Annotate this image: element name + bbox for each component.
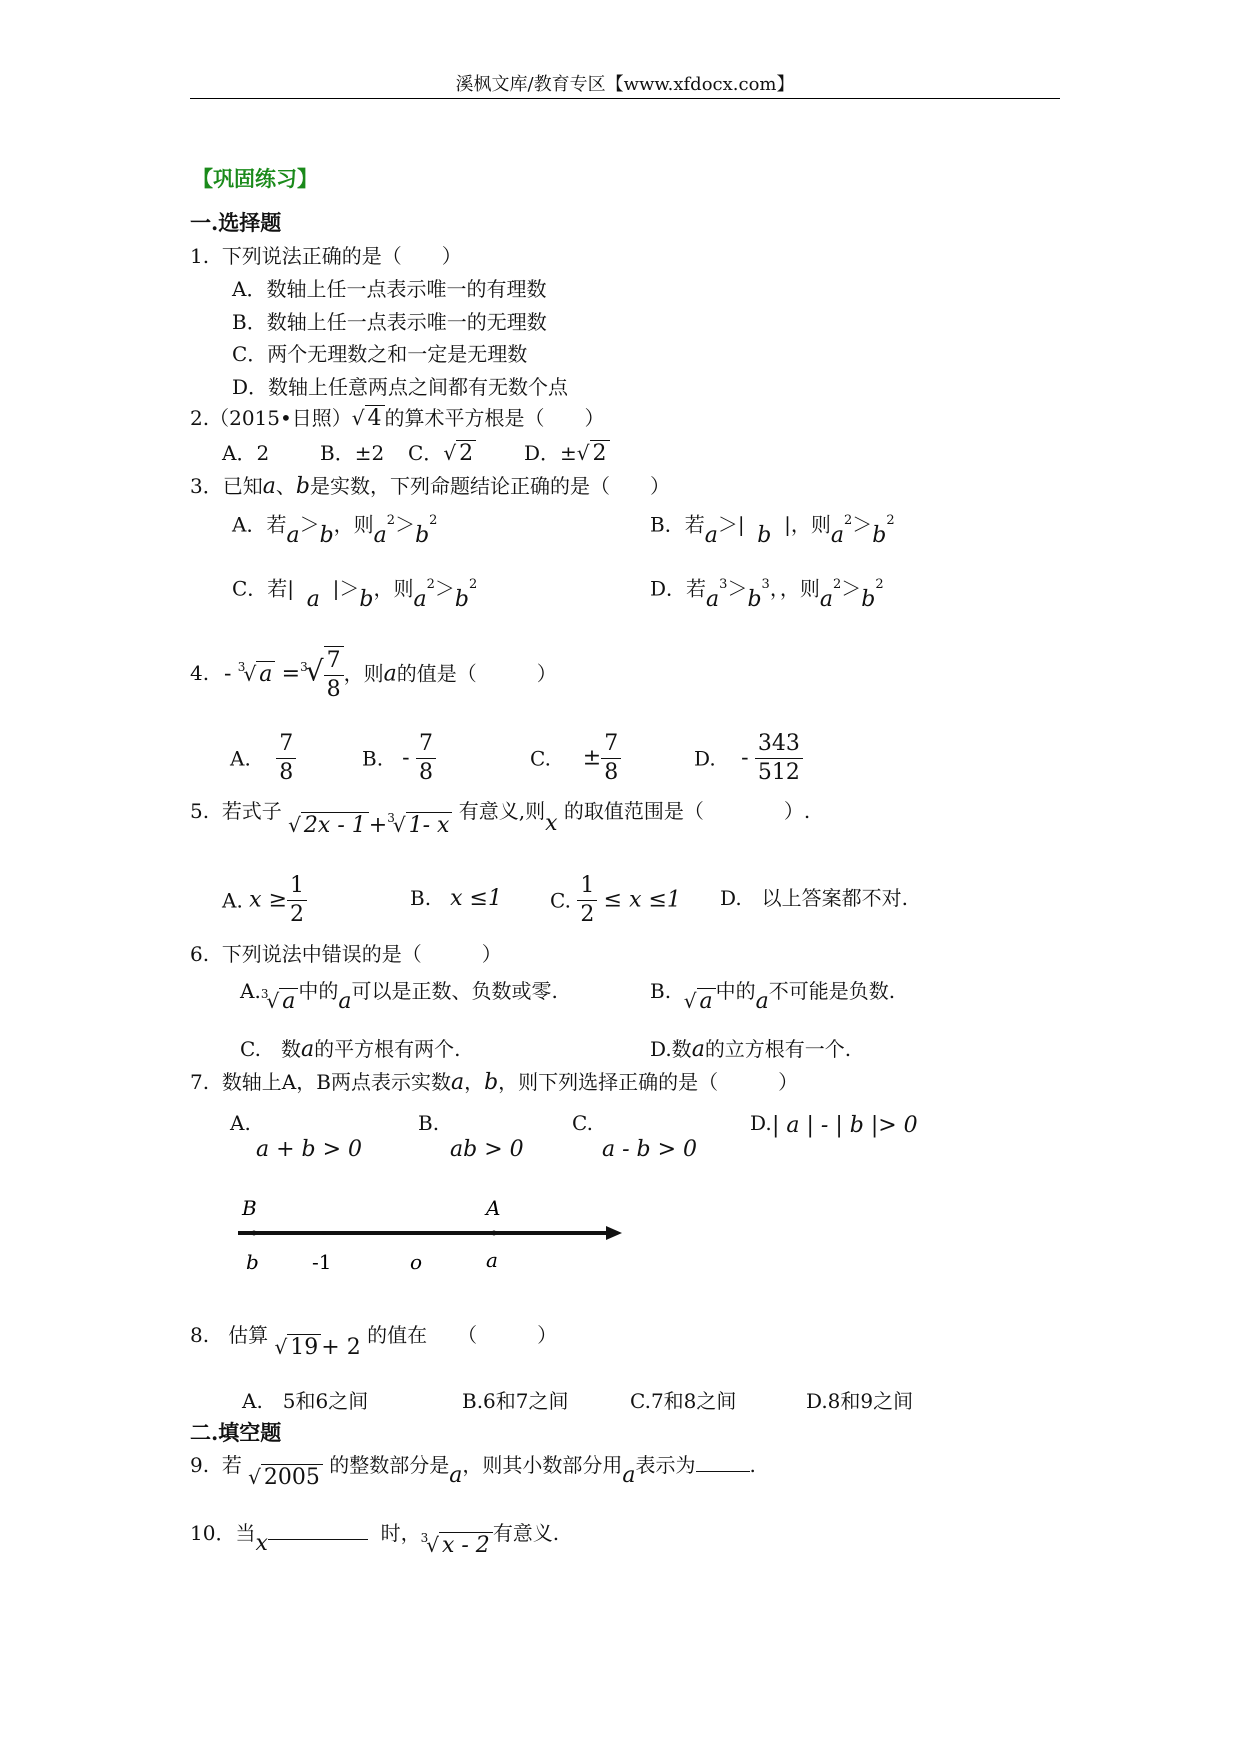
- number-line-arrow: [606, 1226, 622, 1240]
- q1-stem: 1. 下列说法正确的是（ ）: [190, 244, 462, 268]
- sqrt-4: √ 4: [352, 405, 385, 432]
- number-line-diagram: [228, 1185, 628, 1285]
- q8-stem: 8. 估算 √ 19 + 2 的值在 （ ）: [190, 1323, 558, 1360]
- q10-stem: 10．当x 时，$^3$√ x - 2 有意义.: [190, 1521, 560, 1558]
- q2-option-b: B．±2: [320, 441, 385, 465]
- q8-option-c: C.7和8之间: [630, 1389, 737, 1413]
- section-fill-title: 二.填空题: [190, 1420, 282, 1445]
- q7-option-d: D. | a | - | b |> 0: [750, 1111, 918, 1138]
- q6-stem: 6. 下列说法中错误的是（ ）: [190, 942, 502, 966]
- q3-option-b: B．若a＞| b |，则$a^2>b^2$: [650, 512, 895, 548]
- q9-stem: 9. 若 √ 2005 的整数部分是a，则其小数部分用a表示为 .: [190, 1453, 756, 1490]
- q5-option-b: B. x ≤1: [410, 886, 502, 911]
- q4-number: 4.: [190, 661, 210, 685]
- q6-option-a: A.$^3$√ a 中的a可以是正数、负数或零.: [240, 979, 558, 1014]
- q3-option-d: D．若$a^3>b^3$，，则$a^2>b^2$: [650, 576, 884, 612]
- q7-option-c: C. a - b > 0: [572, 1111, 698, 1162]
- q5-option-a: A. x ≥ $\frac{1}{2}$: [222, 872, 307, 929]
- q1-option-a: A．数轴上任一点表示唯一的有理数: [232, 277, 547, 301]
- q3-option-a: A．若a＞b，则$a^2>b^2$: [232, 512, 438, 548]
- q8-option-a: A. 5和6之间: [242, 1389, 369, 1413]
- tick-minus-one: [322, 1231, 326, 1235]
- q6-option-c: C. 数a的平方根有两个.: [240, 1037, 461, 1062]
- q2-option-d: D．±√ 2: [524, 440, 610, 467]
- q2-option-a: A．2: [222, 441, 270, 465]
- q4-option-b: B. - $\frac{7}{8}$: [362, 730, 436, 787]
- q2-option-c: C．√ 2: [408, 440, 476, 467]
- q7-stem: 7. 数轴上A，B两点表示实数a，b，则下列选择正确的是（ ）: [190, 1070, 799, 1095]
- header-title: 溪枫文库/教育专区【www.xfdocx.com】: [455, 74, 795, 95]
- q4-option-a: A. $\frac{7}{8}$: [230, 730, 296, 787]
- q5-option-d: D. 以上答案都不对.: [720, 886, 909, 910]
- q1-option-c: C．两个无理数之和一定是无理数: [232, 342, 528, 366]
- label-value-a: a: [486, 1248, 498, 1272]
- q5-stem: 5. 若式子 √ 2x - 1 +$^3$√ 1- x 有意义,则x 的取值范围是（ ）.: [190, 799, 811, 838]
- q8-option-d: D.8和9之间: [806, 1389, 914, 1413]
- section-practice-title: 【巩固练习】: [192, 166, 318, 191]
- label-point-b: B: [242, 1196, 257, 1220]
- tick-origin: [416, 1231, 420, 1235]
- point-a-dot: [492, 1231, 497, 1236]
- q1-option-d: D．数轴上任意两点之间都有无数个点: [232, 375, 569, 399]
- q6-option-d: D.数a的立方根有一个.: [650, 1037, 852, 1062]
- q10-answer-blank[interactable]: [268, 1539, 368, 1540]
- section-choice-title: 一.选择题: [190, 210, 282, 235]
- label-origin: o: [410, 1250, 423, 1274]
- q8-option-b: B.6和7之间: [462, 1389, 569, 1413]
- q3-option-c: C．若| a |＞b，则$a^2>b^2$: [232, 576, 478, 612]
- label-minus-one: -1: [312, 1250, 332, 1274]
- q3-stem: 3．已知a、b是实数，下列命题结论正确的是（ ）: [190, 474, 670, 499]
- q4-option-c: C. ± $\frac{7}{8}$: [530, 730, 621, 787]
- page-header: [190, 70, 1060, 99]
- q7-option-a: A. a + b > 0: [230, 1111, 363, 1162]
- q1-option-b: B．数轴上任一点表示唯一的无理数: [232, 310, 547, 334]
- q2-stem: 2.（2015•日照）√ 4 的算术平方根是（ ）: [190, 406, 605, 431]
- q5-option-c: C. $\frac{1}{2}$ ≤ x ≤1: [550, 873, 681, 927]
- q7-option-b: B. ab > 0: [418, 1111, 524, 1162]
- label-point-a: A: [486, 1196, 501, 1220]
- label-value-b: b: [246, 1250, 259, 1274]
- q9-answer-blank[interactable]: [696, 1471, 750, 1472]
- point-b-dot: [252, 1231, 257, 1236]
- q4-stem: - $^3$√ a =$^3$√ $\frac{7}{8}$ ，则a的值是（ ）: [224, 648, 557, 702]
- q6-option-b: B. √ a 中的a不可能是负数.: [650, 979, 896, 1014]
- q4-option-d: D. - $\frac{343}{512}$: [694, 730, 803, 787]
